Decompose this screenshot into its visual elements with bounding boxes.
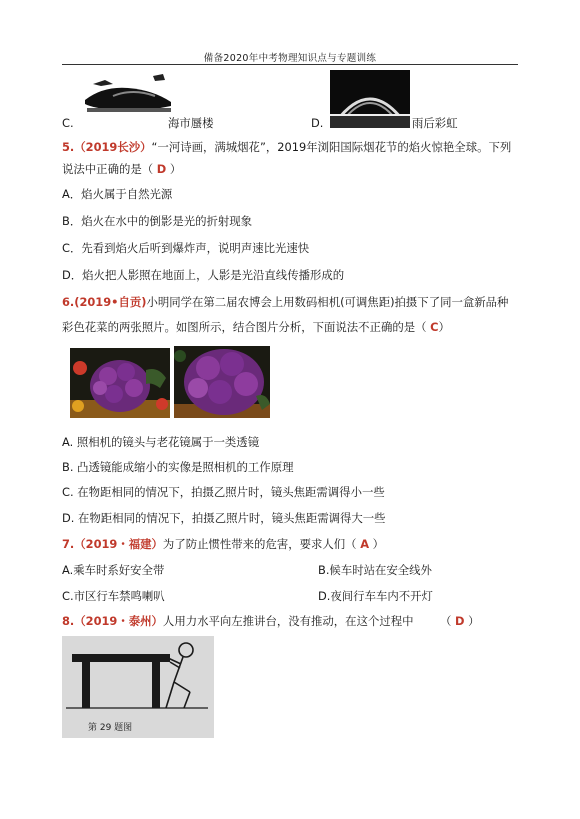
question-7-option-b: B.候车时站在安全线外	[318, 563, 432, 577]
push-desk-figure	[62, 636, 214, 738]
question-7-option-d: D.夜间行车车内不开灯	[318, 589, 433, 603]
question-8-stem-c: ）	[464, 614, 480, 628]
question-5-stem-2b: ）	[166, 162, 182, 176]
q4-option-d-caption: 雨后彩虹	[412, 116, 458, 130]
question-6-answer: C	[430, 320, 439, 334]
question-8-answer-bracket	[440, 614, 480, 629]
question-6-stem-2a: 彩色花菜的两张照片。如图所示，结合图片分析，下面说法不正确的是（	[62, 320, 431, 334]
question-8-answer: D	[455, 614, 465, 628]
rainbow-image	[330, 70, 410, 128]
question-5-number: 5.（2019长沙）	[62, 140, 152, 154]
question-6-option-c: C. 在物距相同的情况下，拍摄乙照片时，镜头焦距需调得小一些	[62, 485, 385, 499]
question-8-number: 8.（2019・泰州）	[62, 614, 163, 628]
figure-caption: 第 29 题图	[88, 723, 133, 733]
question-5-option-c: C．先看到焰火后听到爆炸声，说明声速比光速快	[62, 241, 310, 255]
question-7-stem	[62, 537, 384, 552]
question-7-stem-a: 为了防止惯性带来的危害，要求人们（	[162, 537, 361, 551]
header-rule	[62, 64, 518, 65]
cauliflower-photo-b	[174, 346, 270, 418]
question-6-option-d: D. 在物距相同的情况下，拍摄乙照片时，镜头焦距需调得大一些	[62, 511, 386, 525]
question-6-stem-line-1	[62, 295, 508, 310]
question-5-stem-1: “一河诗画，满城烟花”，2019年浏阳国际烟花节的焰火惊艳全球。下列	[151, 140, 512, 154]
question-5-stem-2a: 说法中正确的是（	[62, 162, 157, 176]
question-8-stem-b: （	[440, 614, 456, 628]
q4-option-d-letter: D.	[311, 116, 324, 130]
question-7-stem-b: ）	[369, 537, 385, 551]
cauliflower-photo-a	[70, 348, 170, 418]
question-5-option-d: D．焰火把人影照在地面上，人影是光沿直线传播形成的	[62, 268, 345, 282]
question-7-number: 7.（2019・福建）	[62, 537, 163, 551]
mirage-image	[83, 72, 173, 122]
question-5-option-a: A．焰火属于自然光源	[62, 187, 173, 201]
question-7-answer: A	[360, 537, 370, 551]
question-7-option-a: A.乘车时系好安全带	[62, 563, 165, 577]
question-5-stem-line-2	[62, 162, 181, 177]
question-8-stem-a: 人用力水平向左推讲台，没有推动，在这个过程中	[162, 614, 414, 628]
question-6-stem-1: 小明同学在第二届农博会上用数码相机(可调焦距)拍摄下了同一盒新品种	[146, 295, 509, 309]
question-6-stem-line-2	[62, 320, 450, 335]
question-6-number: 6.(2019•自贡)	[62, 295, 147, 309]
question-5-answer: D	[156, 162, 167, 176]
question-6-option-a: A. 照相机的镜头与老花镜属于一类透镜	[62, 435, 260, 449]
question-5-stem-line-1	[62, 140, 511, 155]
q4-option-c-caption: 海市蜃楼	[168, 116, 214, 130]
question-8-stem	[62, 614, 414, 629]
question-6-option-b: B. 凸透镜能成缩小的实像是照相机的工作原理	[62, 460, 294, 474]
question-6-stem-2b: ）	[438, 320, 450, 334]
question-7-option-c: C.市区行车禁鸣喇叭	[62, 589, 165, 603]
question-5-option-b: B．焰火在水中的倒影是光的折射现象	[62, 214, 253, 228]
page-header: 備备2020年中考物理知识点与专题训练	[203, 53, 377, 64]
q4-option-c-letter: C.	[62, 116, 74, 130]
